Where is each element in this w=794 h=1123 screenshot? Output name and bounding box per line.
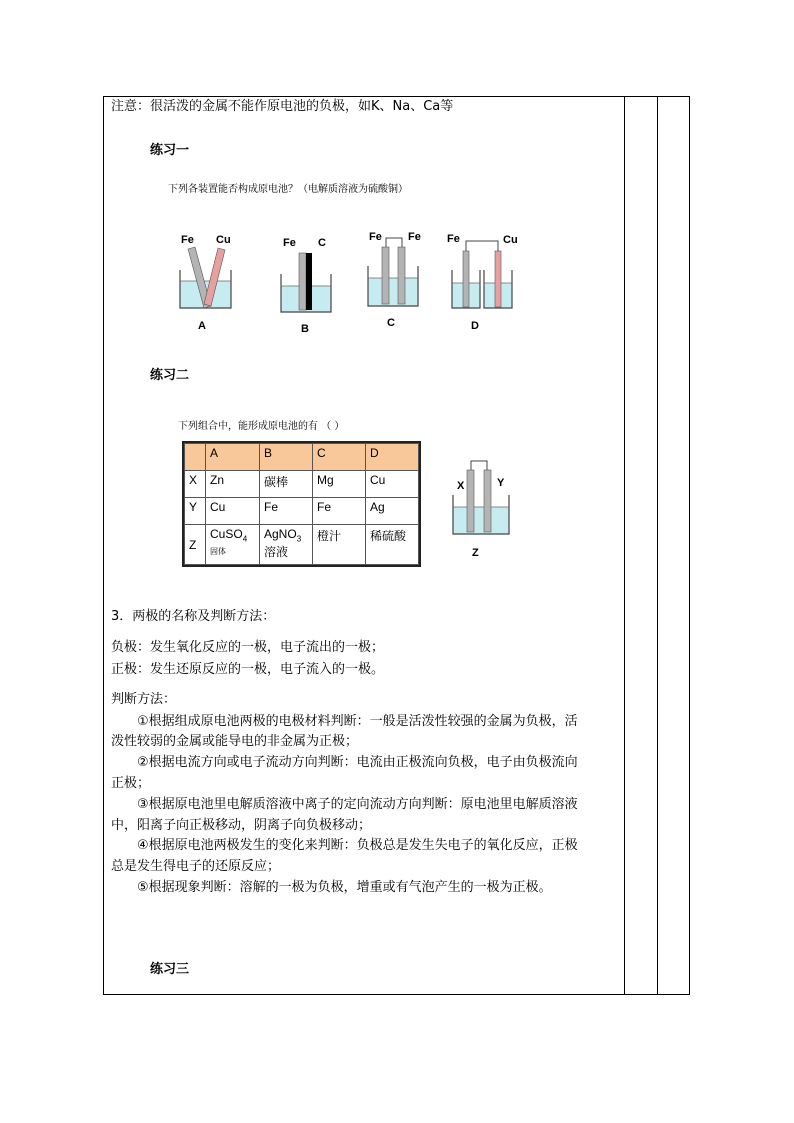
table-header-cell: A: [206, 444, 260, 471]
method-line: ③根据原电池里电解质溶液中离子的定向流动方向判断：原电池里电解质溶液: [111, 797, 578, 812]
method-line: 总是发生得电子的还原反应；: [111, 859, 281, 874]
method-line: ①根据组成原电池两极的电极材料判断：一般是活泼性较强的金属为负极，活: [111, 714, 578, 729]
exercise-3-title: 练习三: [150, 962, 190, 977]
table-cell: Fe: [260, 498, 313, 525]
apparatus-d: [447, 233, 518, 332]
electrode-x: [467, 470, 474, 532]
table-cell: Z: [185, 525, 206, 565]
apparatus-b-right-electrode-label: C: [318, 237, 326, 249]
apparatus-c-left-electrode-label: Fe: [369, 231, 382, 243]
table-header-cell: [185, 444, 206, 471]
table-cell: [260, 525, 313, 565]
table-header-cell: B: [260, 444, 313, 471]
apparatus-d-wire: [466, 241, 498, 251]
table-row: [185, 525, 419, 565]
apparatus-b-fe-electrode: [299, 253, 306, 310]
table-cell: Y: [185, 498, 206, 525]
apparatus-c-right-electrode-label: Fe: [408, 231, 421, 243]
apparatus-d-right-electrode-label: Cu: [503, 234, 518, 246]
table-header-cell: D: [366, 444, 419, 471]
table-cell: Cu: [366, 471, 419, 498]
cuso4-note: 固体: [210, 547, 226, 557]
agno3-note: 溶液: [264, 545, 289, 560]
table-cell: Ag: [366, 498, 419, 525]
exercise-2-question: 下列组合中，能形成原电池的有 （ ）: [178, 421, 345, 432]
exercise-2-table: [184, 443, 419, 565]
table-header-row: [185, 444, 419, 471]
table-header-cell: C: [313, 444, 366, 471]
apparatus-c-right-fe-electrode: [398, 247, 405, 304]
electrode-x-label: X: [457, 480, 465, 492]
apparatus-a-left-electrode-label: Fe: [181, 234, 194, 246]
apparatus-c-label: C: [387, 317, 395, 329]
table-cell: X: [185, 471, 206, 498]
electrode-y: [484, 470, 491, 532]
table-cell: 橙汁: [313, 525, 366, 565]
method-title: 判断方法：: [111, 692, 177, 707]
table-cell: 碳棒: [260, 471, 313, 498]
table-cell: Cu: [206, 498, 260, 525]
table-cell: Zn: [206, 471, 260, 498]
apparatus-d-left-electrode-label: Fe: [447, 233, 460, 245]
column-divider-1: [624, 96, 625, 995]
exercise-1-question: 下列各装置能否构成原电池？（电解质溶液为硫酸铜）: [168, 184, 408, 195]
table-cell: [206, 525, 260, 565]
method-line: ②根据电流方向或电子流动方向判断：电流由正极流向负极，电子由负极流向: [111, 755, 578, 770]
apparatus-c-left-fe-electrode: [382, 247, 389, 304]
cuso4-formula: CuSO: [210, 527, 243, 541]
apparatus-c-solution: [368, 278, 418, 306]
column-divider-2: [657, 96, 658, 995]
note-text: 注意：很活泼的金属不能作原电池的负极，如K、Na、Ca等: [111, 99, 454, 114]
table-row: [185, 498, 419, 525]
method-line: 泼性较弱的金属或能导电的非金属为正极；: [111, 734, 359, 749]
table-cell: Mg: [313, 471, 366, 498]
apparatus-b: [281, 237, 331, 335]
table-cell: Fe: [313, 498, 366, 525]
solution-z-label: Z: [472, 547, 479, 559]
agno3-subscript: 3: [296, 534, 302, 544]
exercise-2-title: 练习二: [150, 368, 190, 383]
method-line: 正极；: [111, 776, 151, 791]
apparatus-d-fe-electrode: [463, 251, 469, 307]
electrode-y-label: Y: [497, 477, 505, 489]
exercise-1-apparatus-figure: [170, 222, 530, 337]
apparatus-b-carbon-electrode: [306, 253, 312, 310]
apparatus-c-wire: [386, 238, 402, 247]
apparatus-b-left-electrode-label: Fe: [283, 237, 296, 249]
apparatus-xy-solution: [453, 507, 509, 534]
agno3-formula: AgNO: [264, 527, 297, 541]
table-cell: 稀硫酸: [366, 525, 419, 565]
apparatus-b-label: B: [301, 323, 309, 335]
method-line: 中，阳离子向正极移动，阴离子向负极移动；: [111, 818, 372, 833]
apparatus-c: [368, 231, 421, 329]
apparatus-a: [180, 234, 231, 332]
method-line: ④根据原电池两极发生的变化来判断：负极总是发生失电子的氧化反应，正极: [111, 838, 578, 853]
apparatus-a-right-electrode-label: Cu: [216, 234, 231, 246]
cuso4-subscript: 4: [242, 534, 248, 544]
negative-electrode-definition: 负极：发生氧化反应的一极，电子流出的一极；: [111, 640, 385, 655]
apparatus-a-label: A: [198, 320, 206, 332]
apparatus-d-cu-electrode: [495, 251, 501, 307]
positive-electrode-definition: 正极：发生还原反应的一极，电子流入的一极。: [111, 662, 385, 677]
exercise-1-title: 练习一: [150, 143, 190, 158]
section-3-heading: 3．两极的名称及判断方法：: [111, 609, 276, 624]
apparatus-xy-wire: [471, 461, 487, 470]
exercise-2-apparatus-figure: [445, 455, 525, 565]
apparatus-d-label: D: [471, 320, 479, 332]
table-row: [185, 471, 419, 498]
method-line: ⑤根据现象判断：溶解的一极为负极，增重或有气泡产生的一极为正极。: [111, 880, 552, 895]
